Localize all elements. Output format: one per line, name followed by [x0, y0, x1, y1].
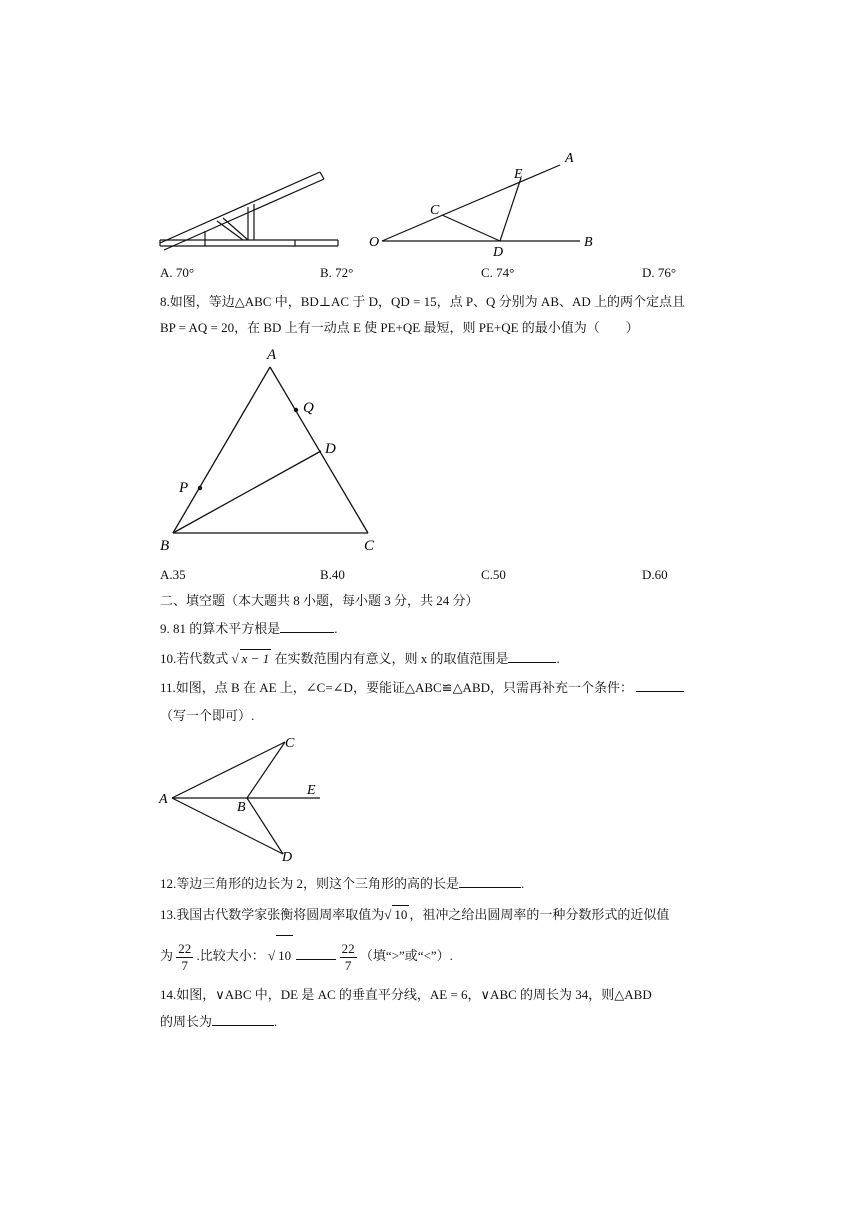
point-label: D — [493, 245, 504, 260]
sqrt-sign: √ — [268, 948, 276, 963]
q9-answer-blank[interactable] — [280, 620, 334, 633]
q12-line — [160, 875, 524, 893]
triangle-abc-figure — [150, 340, 400, 560]
q13-answer-blank[interactable] — [296, 947, 336, 960]
point-label: A — [267, 347, 277, 363]
fraction-numerator: 22 — [178, 940, 192, 956]
q10-post: 在实数范围内有意义，则 x 的取值范围是 — [274, 651, 509, 666]
q13-radicand: 10 — [394, 907, 408, 922]
point-label: A — [565, 151, 574, 166]
q10-answer-blank[interactable] — [508, 650, 556, 663]
point-label: P — [179, 480, 189, 496]
q8-option-a[interactable]: A.35 — [160, 567, 186, 582]
q8-option-b[interactable]: B.40 — [320, 567, 345, 582]
point-label: B — [160, 538, 170, 554]
q7-option-c[interactable]: C. 74° — [481, 265, 515, 280]
q10-end: . — [556, 651, 560, 666]
section-heading: 二、填空题（本大题共 8 小题，每小题 3 分，共 24 分） — [160, 593, 479, 608]
q13-post: ，祖冲之给出圆周率的一种分数形式的近似值 — [409, 907, 670, 922]
q9-text: 9. 81 的算术平方根是 — [160, 621, 281, 636]
q14-answer-blank[interactable] — [212, 1013, 274, 1026]
q8-text-line2: BP = AQ = 20，在 BD 上有一动点 E 使 PE+QE 最短，则 PE+QE 的最小值为（ ） — [160, 320, 639, 335]
q11-text: 11.如图，点 B 在 AE 上，∠C=∠D，要能证△ABC≌△ABD，只需再补充一个条件： — [160, 680, 634, 695]
ramp-figure — [155, 165, 345, 255]
q13-line2-pre: 为 — [160, 948, 174, 963]
q12-end: . — [521, 876, 525, 891]
q14-line2 — [160, 1013, 277, 1031]
q11-answer-blank[interactable] — [636, 679, 684, 692]
q13-line2 — [160, 935, 453, 975]
q8-option-d[interactable]: D.60 — [642, 567, 668, 582]
q11-line2: （写一个即可）. — [160, 708, 255, 723]
point-label: C — [430, 203, 440, 218]
fraction-denominator: 7 — [181, 957, 189, 973]
q8-option-c[interactable]: C.50 — [481, 567, 506, 582]
angle-figure — [365, 148, 595, 260]
q10-radicand: x − 1 — [241, 651, 270, 666]
q7-option-d[interactable]: D. 76° — [642, 265, 677, 280]
q14-line2-pre: 的周长为 — [160, 1014, 213, 1029]
sqrt-sign: √ — [231, 651, 239, 666]
fraction-numerator: 22 — [341, 940, 355, 956]
q9-end: . — [334, 621, 338, 636]
q11-line1 — [160, 679, 684, 697]
q7-option-b[interactable]: B. 72° — [320, 265, 354, 280]
q13-pre: 13.我国古代数学家张衡将圆周率取值为 — [160, 907, 385, 922]
point-label: D — [325, 441, 336, 457]
q9-line — [160, 620, 338, 638]
point-label: O — [369, 235, 380, 250]
q7-option-a[interactable]: A. 70° — [160, 265, 195, 280]
q14-end: . — [274, 1014, 278, 1029]
fraction-denominator: 7 — [344, 957, 352, 973]
q13-line1 — [160, 905, 669, 924]
fraction-22-7 — [176, 941, 193, 974]
point-label: E — [307, 783, 316, 798]
q13-radicand-2: 10 — [276, 935, 293, 976]
sqrt-sign: √ — [384, 907, 392, 922]
q12-text: 12.等边三角形的边长为 2，则这个三角形的高的长是 — [160, 876, 460, 891]
point-label: E — [514, 167, 523, 182]
fraction-22-7 — [340, 941, 357, 974]
q13-hint: （填“>”或“<”）. — [359, 948, 453, 963]
q14-line1: 14.如图，∨ABC 中，DE 是 AC 的垂直平分线，AE = 6，∨ABC 的周长为 34，则△ABD — [160, 987, 652, 1002]
point-label: B — [584, 235, 593, 250]
point-label: A — [159, 792, 168, 807]
abe-figure — [155, 730, 335, 865]
q10-line — [160, 649, 560, 668]
q13-compare-label: .比较大小： — [196, 948, 265, 963]
point-label: Q — [303, 400, 314, 416]
point-label: C — [364, 538, 375, 554]
point-label: B — [237, 800, 246, 815]
point-label: C — [285, 736, 295, 751]
q8-text-line1: 8.如图，等边△ABC 中，BD⊥AC 于 D，QD = 15，点 P、Q 分别为 AB、AD 上的两个定点且 — [160, 294, 686, 309]
q12-answer-blank[interactable] — [459, 875, 521, 888]
q10-pre: 10.若代数式 — [160, 651, 229, 666]
point-label: D — [282, 850, 293, 865]
